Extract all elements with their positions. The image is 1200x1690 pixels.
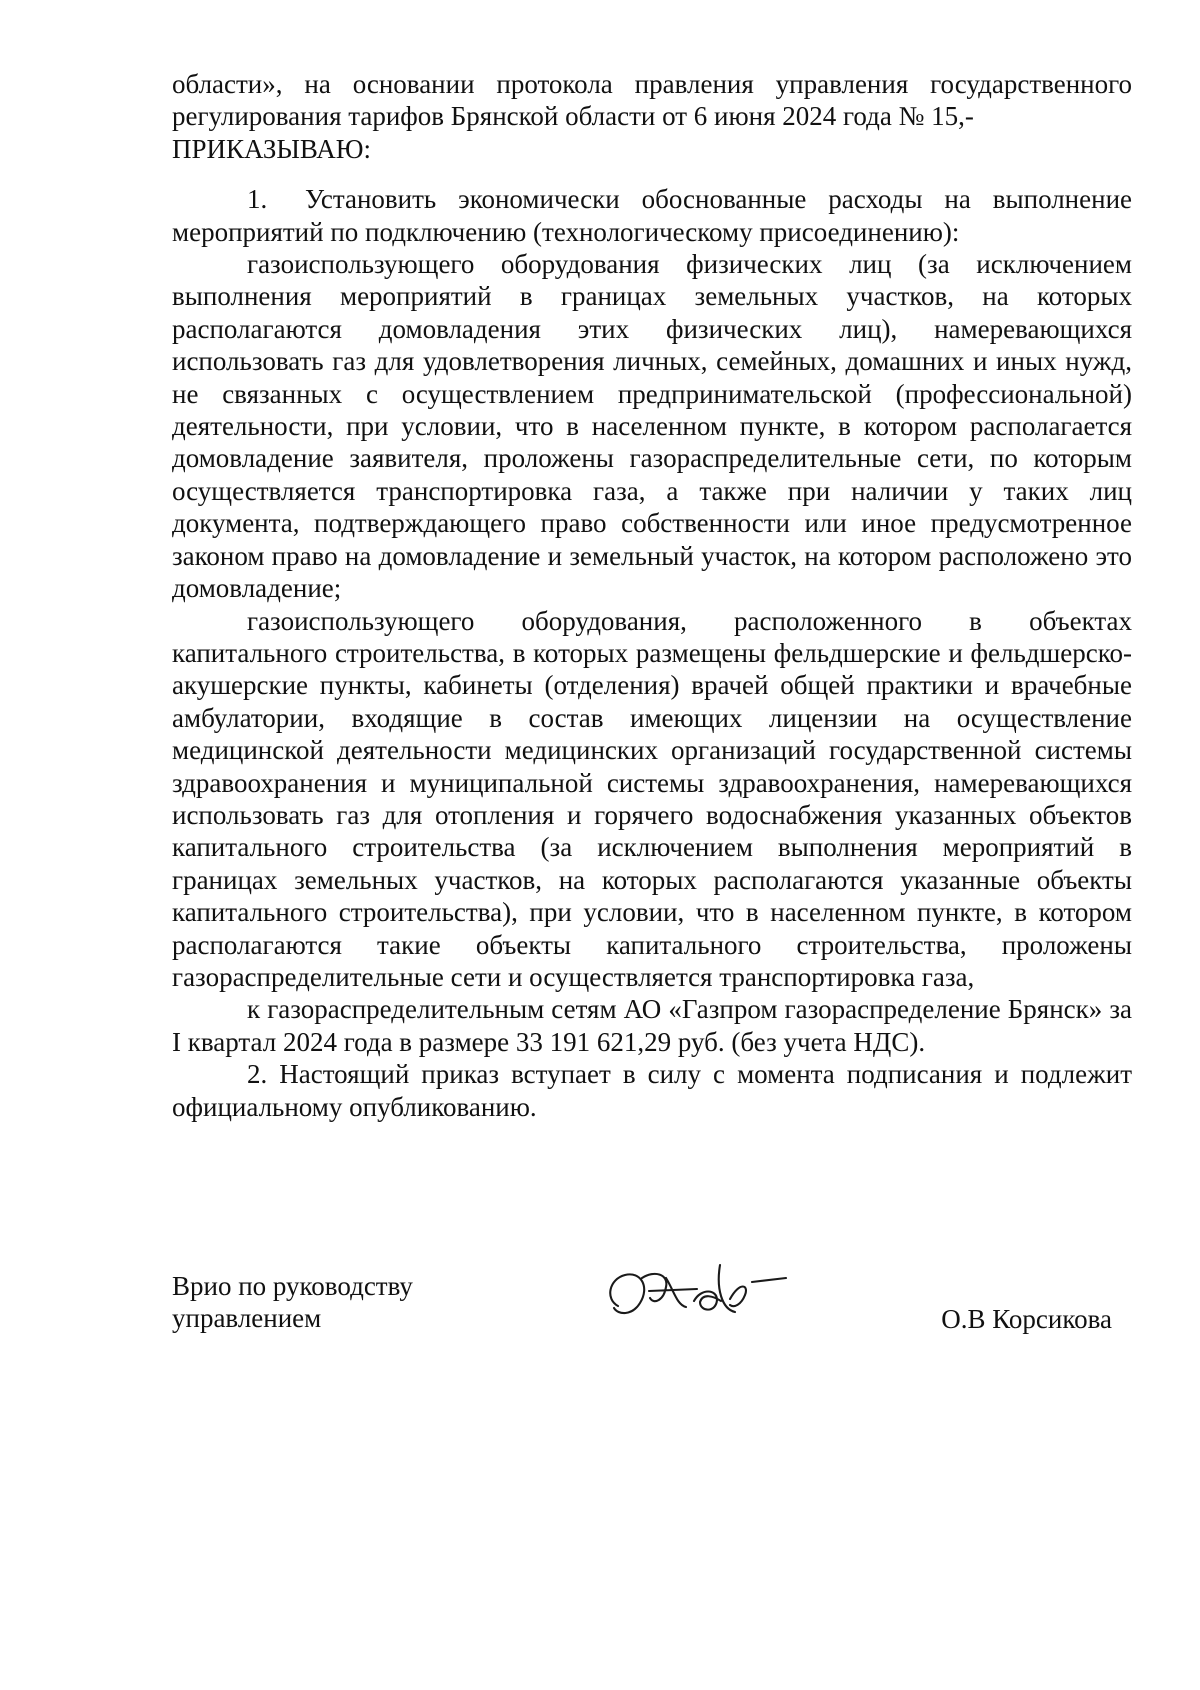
order-command: ПРИКАЗЫВАЮ:: [172, 133, 371, 164]
signatory-title-line-1: Врио по руководству: [172, 1271, 413, 1301]
signer-name: О.В Корсикова: [941, 1304, 1112, 1334]
physical-persons-paragraph: газоиспользующего оборудования физических лиц (за исключением выполнения мероприятий в границах земельных участков, на которых располагаются домовладения этих физических лиц), намеревающихся использовать газ для удовлетворения личных, семейных, домашних и иных нужд, не связанных с осуществлением предпринимательской (профессиональной) деятельности, при условии, что в населенном пункте, в котором располагается домовладение заявителя, проложены газораспределительные сети, по которым осуществляется транспортировка газа, а также при наличии у таких лиц документа, подтверждающего право собственности или иное предусмотренное законом право на домовладение и земельный участок, на котором расположено это домовладение;: [172, 249, 1132, 604]
order-item-1: [172, 183, 1132, 248]
item-number-1: 1.: [247, 184, 268, 215]
signatory-title: [172, 1270, 472, 1334]
medical-objects-paragraph: газоиспользующего оборудования, расположенного в объектах капитального строительства, в которых размещены фельдшерские и фельдшерско-акушерские пункты, кабинеты (отделения) врачей общей практики и врачебные амбулатории, входящие в состав имеющих лицензии на осуществление медицинской деятельности медицинских организаций государственной системы здравоохранения и муниципальной системы здравоохранения, намеревающихся использовать газ для отопления и горячего водоснабжения указанных объектов капитального строительства (за исключением выполнения мероприятий в границах земельных участков, на которых располагаются указанные объекты капитального строительства), при условии, что в населенном пункте, в котором располагаются такие объекты капитального строительства, проложены газораспределительные сети и осуществляется транспортировка газа,: [172, 605, 1132, 992]
signature-block: [172, 1270, 1132, 1360]
item-1-text: Установить экономически обоснованные расходы на выполнение мероприятий по подключению (технологическому присоединению):: [172, 184, 1132, 247]
gas-network-paragraph: к газораспределительным сетям АО «Газпром газораспределение Брянск» за I квартал 2024 года в размере 33 191 621,29 руб. (без учета НДС).: [172, 994, 1132, 1057]
handwritten-signature-icon: [596, 1250, 796, 1334]
order-item-2: 2. Настоящий приказ вступает в силу с момента подписания и подлежит официальному опубликованию.: [172, 1059, 1132, 1122]
order-text: [172, 68, 1132, 1123]
signatory-title-line-2: управлением: [172, 1303, 322, 1333]
intro-paragraph: области», на основании протокола правления управления государственного регулирования тарифов Брянской области от 6 июня 2024 года № 15,-: [172, 69, 1132, 132]
